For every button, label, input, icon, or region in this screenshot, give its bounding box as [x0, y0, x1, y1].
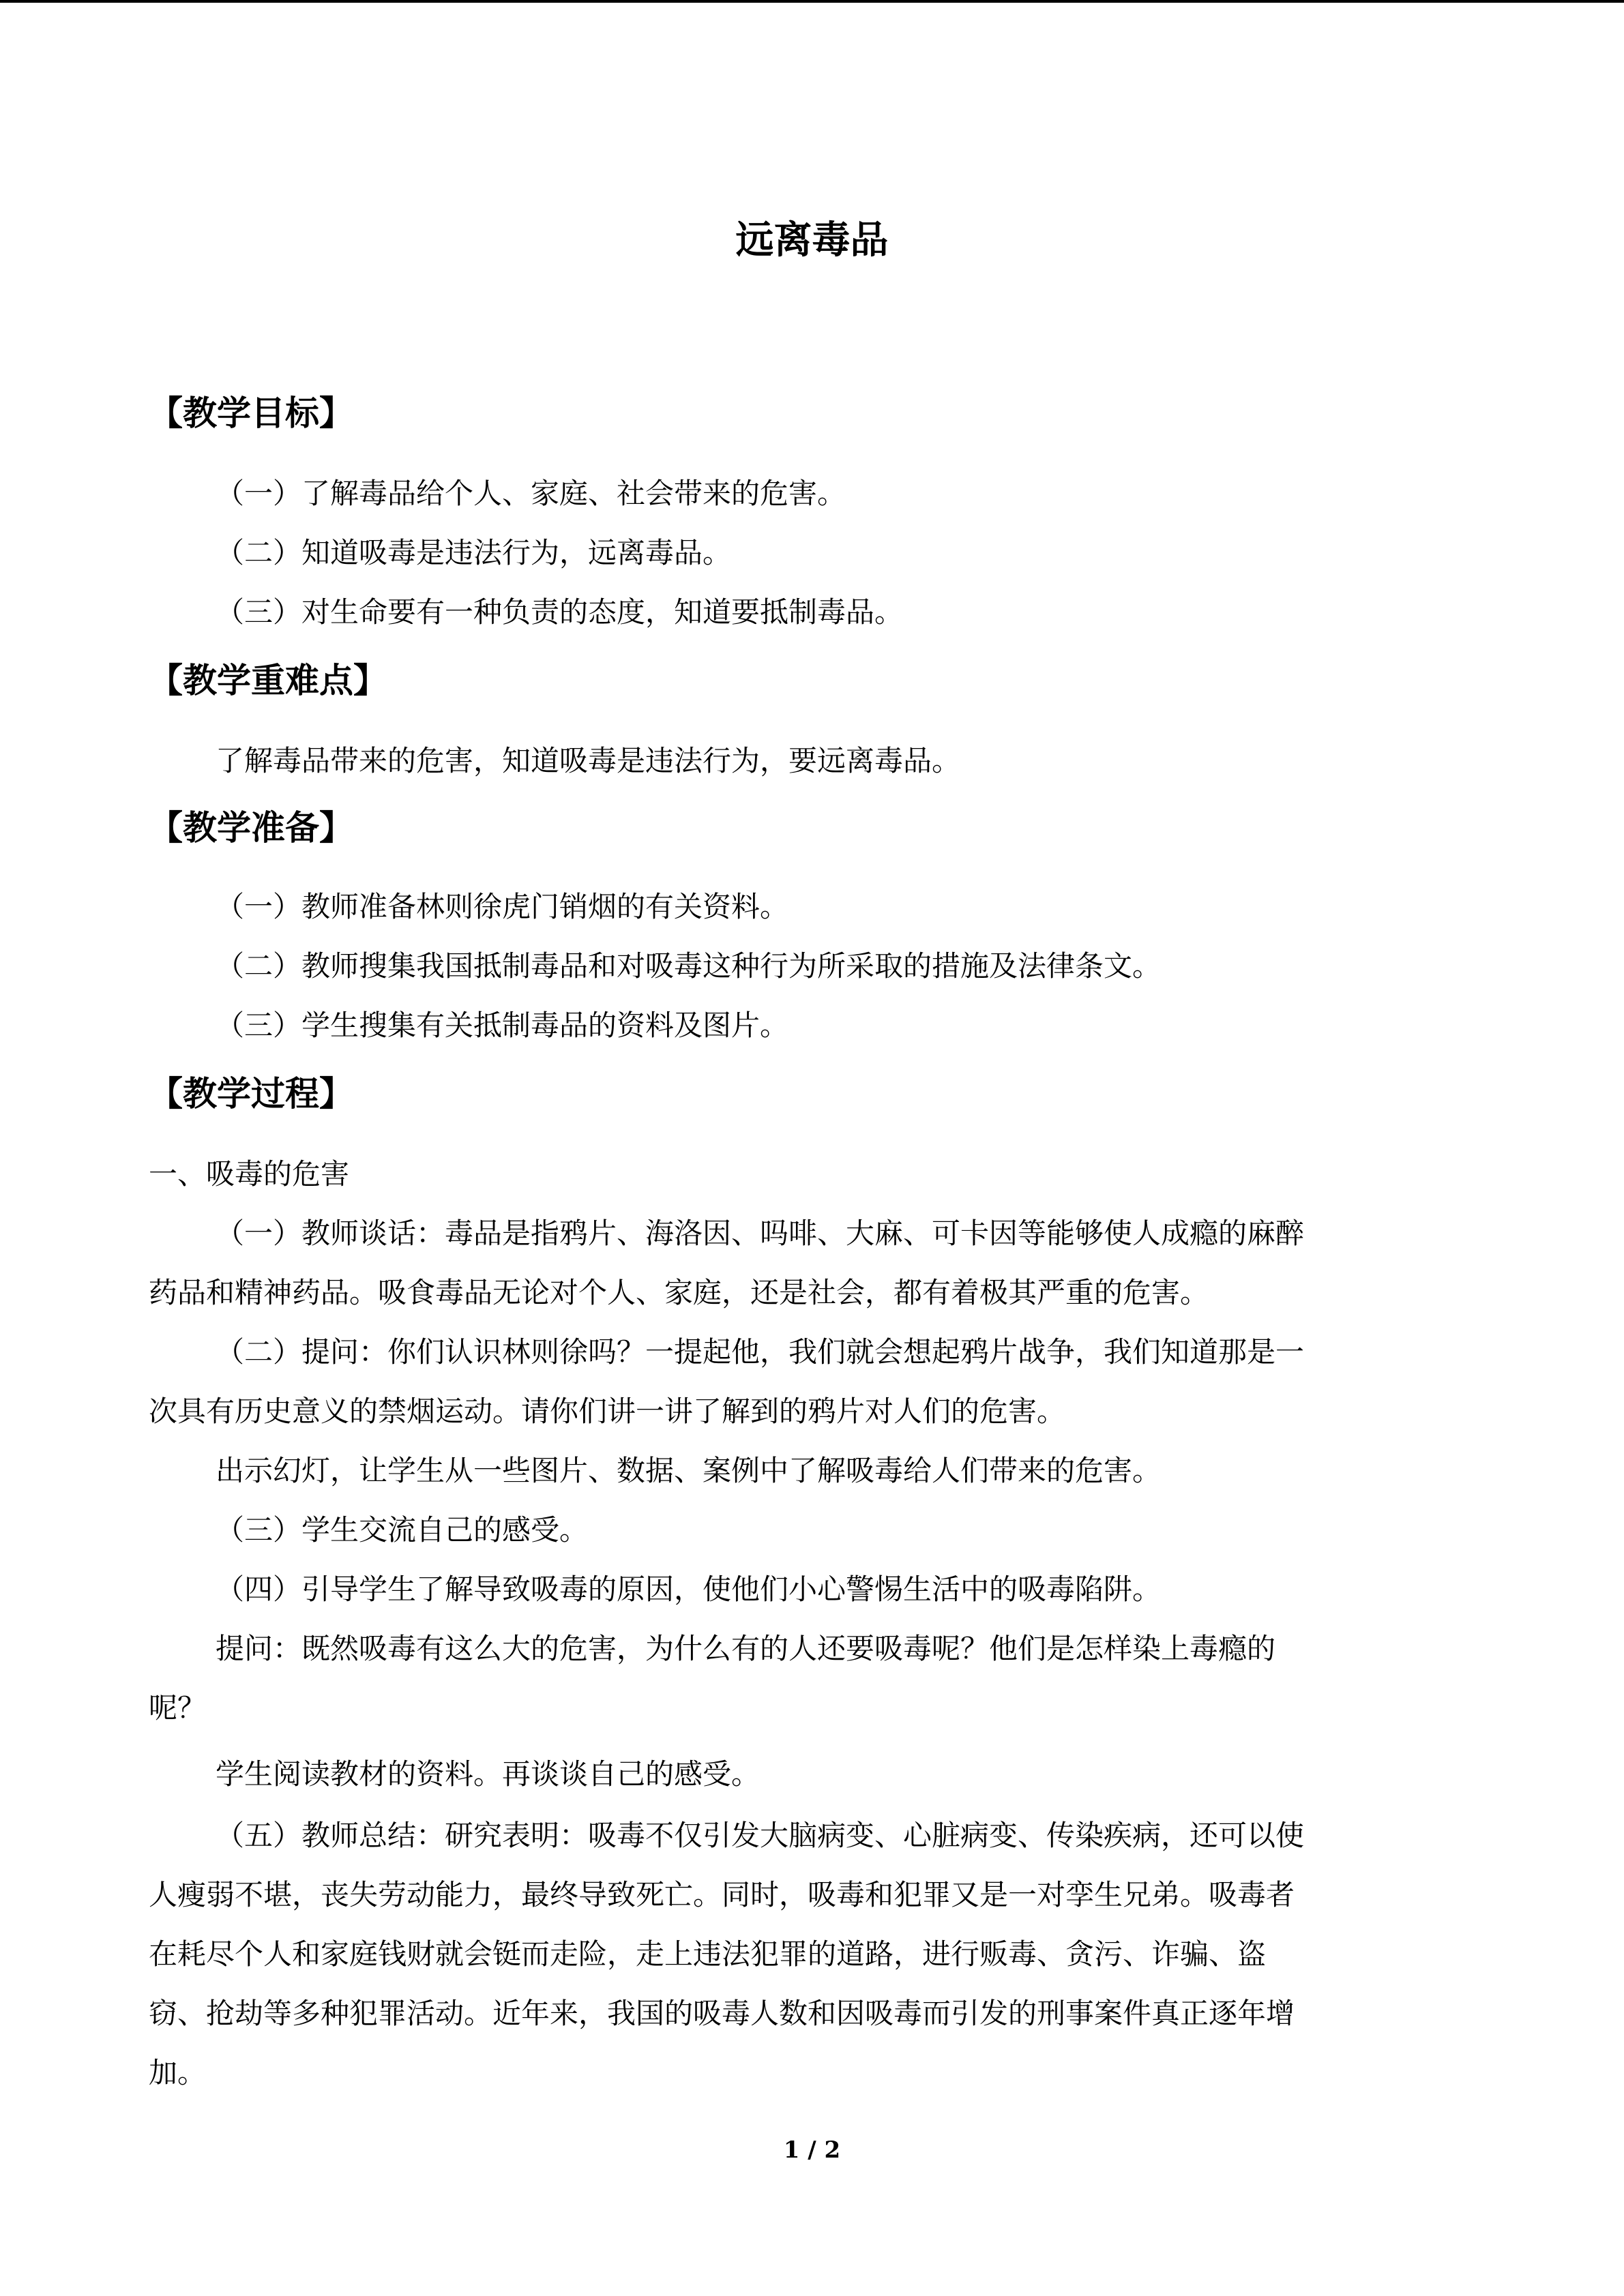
- section-heading-process: 【教学过程】: [149, 1073, 353, 1114]
- process-line: 人瘦弱不堪，丧失劳动能力，最终导致死亡。同时，吸毒和犯罪又是一对孪生兄弟。吸毒者: [149, 1878, 1295, 1911]
- section-heading-key-points: 【教学重难点】: [149, 660, 387, 700]
- key-points-text: 了解毒品带来的危害，知道吸毒是违法行为，要远离毒品。: [216, 744, 961, 777]
- process-subheading: 一、吸毒的危害: [149, 1157, 350, 1191]
- process-line: 药品和精神药品。吸食毒品无论对个人、家庭，还是社会，都有着极其严重的危害。: [149, 1276, 1209, 1309]
- process-line: （一）教师谈话：毒品是指鸦片、海洛因、吗啡、大麻、可卡因等能够使人成瘾的麻醉: [216, 1217, 1305, 1250]
- process-line: 出示幻灯，让学生从一些图片、数据、案例中了解吸毒给人们带来的危害。: [216, 1454, 1162, 1487]
- process-line: 在耗尽个人和家庭钱财就会铤而走险，走上违法犯罪的道路，进行贩毒、贪污、诈骗、盗: [149, 1937, 1267, 1971]
- process-line: （五）教师总结：研究表明：吸毒不仅引发大脑病变、心脏病变、传染疾病，还可以使: [216, 1819, 1305, 1852]
- process-line: （二）提问：你们认识林则徐吗？一提起他，我们就会想起鸦片战争，我们知道那是一: [216, 1335, 1305, 1369]
- section-heading-preparation: 【教学准备】: [149, 807, 353, 848]
- process-line: 窃、抢劫等多种犯罪活动。近年来，我国的吸毒人数和因吸毒而引发的刑事案件真正逐年增: [149, 1997, 1295, 2030]
- section-heading-objectives: 【教学目标】: [149, 393, 353, 433]
- process-line: 学生阅读教材的资料。再谈谈自己的感受。: [216, 1757, 761, 1791]
- preparation-item-1: （一）教师准备林则徐虎门销烟的有关资料。: [216, 890, 789, 923]
- preparation-item-2: （二）教师搜集我国抵制毒品和对吸毒这种行为所采取的措施及法律条文。: [216, 949, 1162, 983]
- process-line: （三）学生交流自己的感受。: [216, 1513, 589, 1547]
- objective-item-2: （二）知道吸毒是违法行为，远离毒品。: [216, 536, 732, 569]
- process-line: 加。: [149, 2056, 207, 2089]
- document-title: 远离毒品: [735, 218, 889, 263]
- process-line: （四）引导学生了解导致吸毒的原因，使他们小心警惕生活中的吸毒陷阱。: [216, 1572, 1162, 1606]
- preparation-item-3: （三）学生搜集有关抵制毒品的资料及图片。: [216, 1009, 789, 1042]
- process-line: 呢？: [149, 1691, 207, 1725]
- process-line: 提问：既然吸毒有这么大的危害，为什么有的人还要吸毒呢？他们是怎样染上毒瘾的: [216, 1632, 1276, 1665]
- objective-item-1: （一）了解毒品给个人、家庭、社会带来的危害。: [216, 477, 846, 510]
- page-number: 1 / 2: [783, 2136, 841, 2164]
- process-line: 次具有历史意义的禁烟运动。请你们讲一讲了解到的鸦片对人们的危害。: [149, 1395, 1066, 1428]
- objective-item-3: （三）对生命要有一种负责的态度，知道要抵制毒品。: [216, 595, 904, 629]
